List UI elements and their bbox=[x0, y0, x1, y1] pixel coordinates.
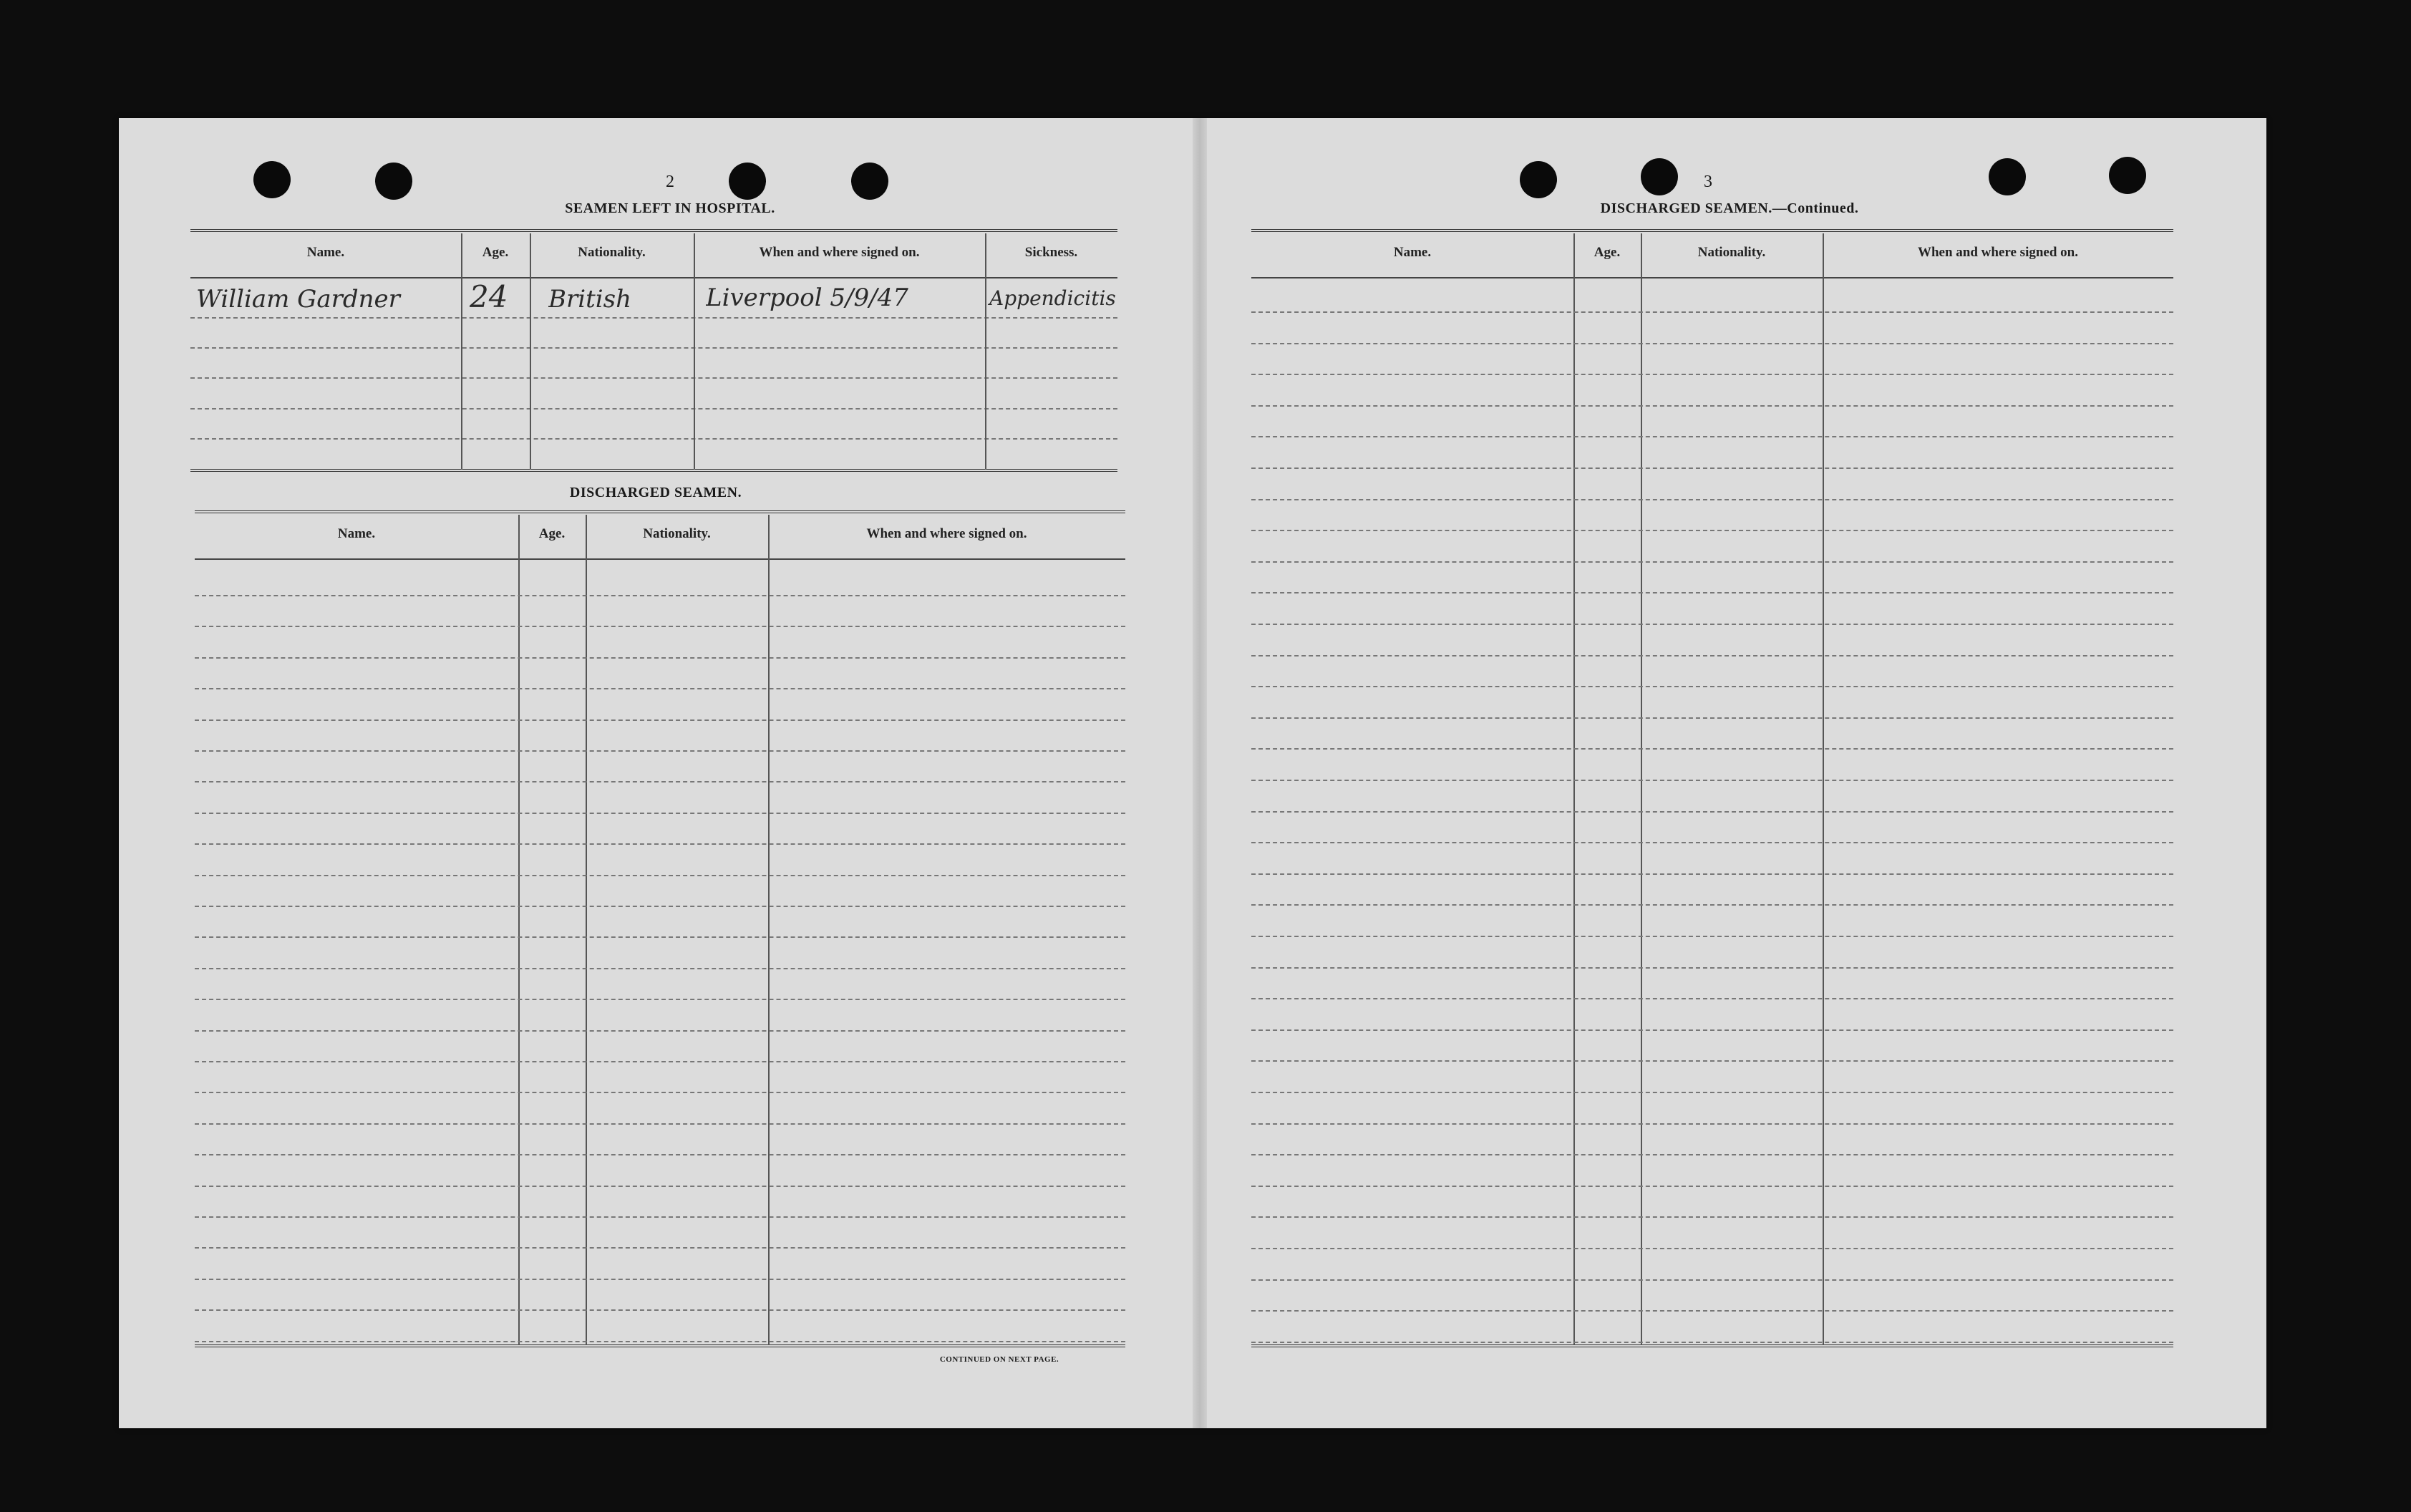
ruled-line bbox=[195, 813, 1125, 814]
hospital-row-name: William Gardner bbox=[196, 285, 400, 314]
ledger-spread bbox=[119, 118, 2266, 1428]
column-header-name: Name. bbox=[1393, 245, 1432, 260]
ruled-line bbox=[1251, 655, 2173, 656]
ruled-line bbox=[1251, 811, 2173, 813]
ruled-line bbox=[195, 906, 1125, 907]
ruled-line bbox=[1251, 499, 2173, 500]
ruled-line bbox=[195, 657, 1125, 659]
column-header-nationality: Nationality. bbox=[578, 245, 646, 260]
left-page-number: 2 bbox=[666, 173, 674, 191]
discharged-continued-title: DISCHARGED SEAMEN.—Continued. bbox=[1600, 200, 1859, 216]
punch-hole bbox=[253, 161, 291, 198]
punch-hole bbox=[1989, 158, 2026, 195]
continued-note: CONTINUED ON NEXT PAGE. bbox=[939, 1355, 1059, 1364]
hospital-row-signed-on: Liverpool 5/9/47 bbox=[706, 284, 908, 312]
column-header-name: Name. bbox=[337, 526, 376, 541]
column-header-nationality: Nationality. bbox=[1697, 245, 1766, 260]
ruled-line bbox=[1251, 1186, 2173, 1187]
ruled-line bbox=[1251, 1248, 2173, 1249]
ruled-line bbox=[1251, 998, 2173, 999]
right-page-number: 3 bbox=[1704, 173, 1712, 191]
ruled-line bbox=[195, 781, 1125, 782]
ruled-line bbox=[195, 1309, 1125, 1311]
ruled-line bbox=[195, 1154, 1125, 1155]
ruled-line bbox=[1251, 343, 2173, 344]
ruled-line bbox=[1251, 1123, 2173, 1125]
ruled-line bbox=[195, 1341, 1125, 1342]
ruled-line bbox=[1251, 467, 2173, 469]
punch-hole bbox=[851, 163, 888, 200]
ruled-line bbox=[195, 1061, 1125, 1062]
ruled-line bbox=[1251, 904, 2173, 906]
column-header-age: Age. bbox=[482, 245, 509, 260]
ruled-line bbox=[1251, 592, 2173, 593]
column-header-signed-on: When and where signed on. bbox=[759, 245, 920, 260]
ruled-line bbox=[1251, 1092, 2173, 1093]
ruled-line bbox=[195, 1247, 1125, 1249]
hospital-row-nationality: British bbox=[548, 285, 631, 314]
ruled-line bbox=[1251, 1216, 2173, 1218]
ruled-line bbox=[195, 719, 1125, 721]
hospital-table bbox=[190, 229, 1117, 476]
ruled-line bbox=[1251, 1279, 2173, 1281]
ruled-line bbox=[1251, 686, 2173, 687]
ruled-line bbox=[1251, 1310, 2173, 1312]
ruled-line bbox=[1251, 530, 2173, 531]
ruled-line bbox=[1251, 1342, 2173, 1343]
ruled-line bbox=[1251, 374, 2173, 375]
hospital-section-title: SEAMEN LEFT IN HOSPITAL. bbox=[565, 200, 775, 216]
column-header-signed-on: When and where signed on. bbox=[866, 526, 1027, 541]
ruled-line bbox=[1251, 311, 2173, 313]
ruled-line bbox=[1251, 967, 2173, 969]
ruled-line bbox=[1251, 717, 2173, 719]
ruled-line bbox=[1251, 561, 2173, 563]
punch-hole bbox=[2109, 157, 2146, 194]
column-header-nationality: Nationality. bbox=[643, 526, 711, 541]
ruled-line bbox=[1251, 405, 2173, 407]
column-header-age: Age. bbox=[1593, 245, 1621, 260]
ruled-line bbox=[195, 1123, 1125, 1125]
ruled-line bbox=[195, 750, 1125, 752]
column-header-sickness: Sickness. bbox=[1024, 245, 1078, 260]
ruled-line bbox=[195, 1092, 1125, 1093]
ruled-line bbox=[195, 1279, 1125, 1280]
ruled-line bbox=[195, 1030, 1125, 1032]
ruled-line bbox=[1251, 1060, 2173, 1062]
ruled-line bbox=[195, 968, 1125, 969]
punch-hole bbox=[1520, 161, 1557, 198]
ruled-line bbox=[1251, 873, 2173, 875]
punch-hole bbox=[375, 163, 412, 200]
ruled-line bbox=[1251, 936, 2173, 937]
hospital-row-age: 24 bbox=[470, 279, 508, 314]
ruled-line bbox=[195, 1186, 1125, 1187]
ruled-line bbox=[1251, 624, 2173, 625]
ruled-line bbox=[195, 1216, 1125, 1218]
discharged-table-left bbox=[195, 510, 1125, 1349]
ruled-line bbox=[195, 843, 1125, 845]
ruled-line bbox=[195, 595, 1125, 596]
book-gutter bbox=[1193, 118, 1207, 1428]
discharged-table-right bbox=[1251, 229, 2173, 1349]
column-header-age: Age. bbox=[538, 526, 566, 541]
ruled-line bbox=[1251, 436, 2173, 437]
punch-hole bbox=[729, 163, 766, 200]
ruled-line bbox=[1251, 842, 2173, 843]
ruled-line bbox=[195, 936, 1125, 938]
ruled-line bbox=[1251, 1029, 2173, 1031]
ruled-line bbox=[195, 688, 1125, 689]
column-header-signed-on: When and where signed on. bbox=[1917, 245, 2078, 260]
ruled-line bbox=[195, 999, 1125, 1000]
ruled-line bbox=[195, 626, 1125, 627]
discharged-section-title: DISCHARGED SEAMEN. bbox=[569, 485, 742, 500]
ruled-line bbox=[1251, 780, 2173, 781]
hospital-row-sickness: Appendicitis bbox=[989, 286, 1116, 310]
ruled-line bbox=[1251, 748, 2173, 750]
column-header-name: Name. bbox=[306, 245, 345, 260]
ruled-line bbox=[1251, 1154, 2173, 1155]
ruled-line bbox=[195, 875, 1125, 876]
